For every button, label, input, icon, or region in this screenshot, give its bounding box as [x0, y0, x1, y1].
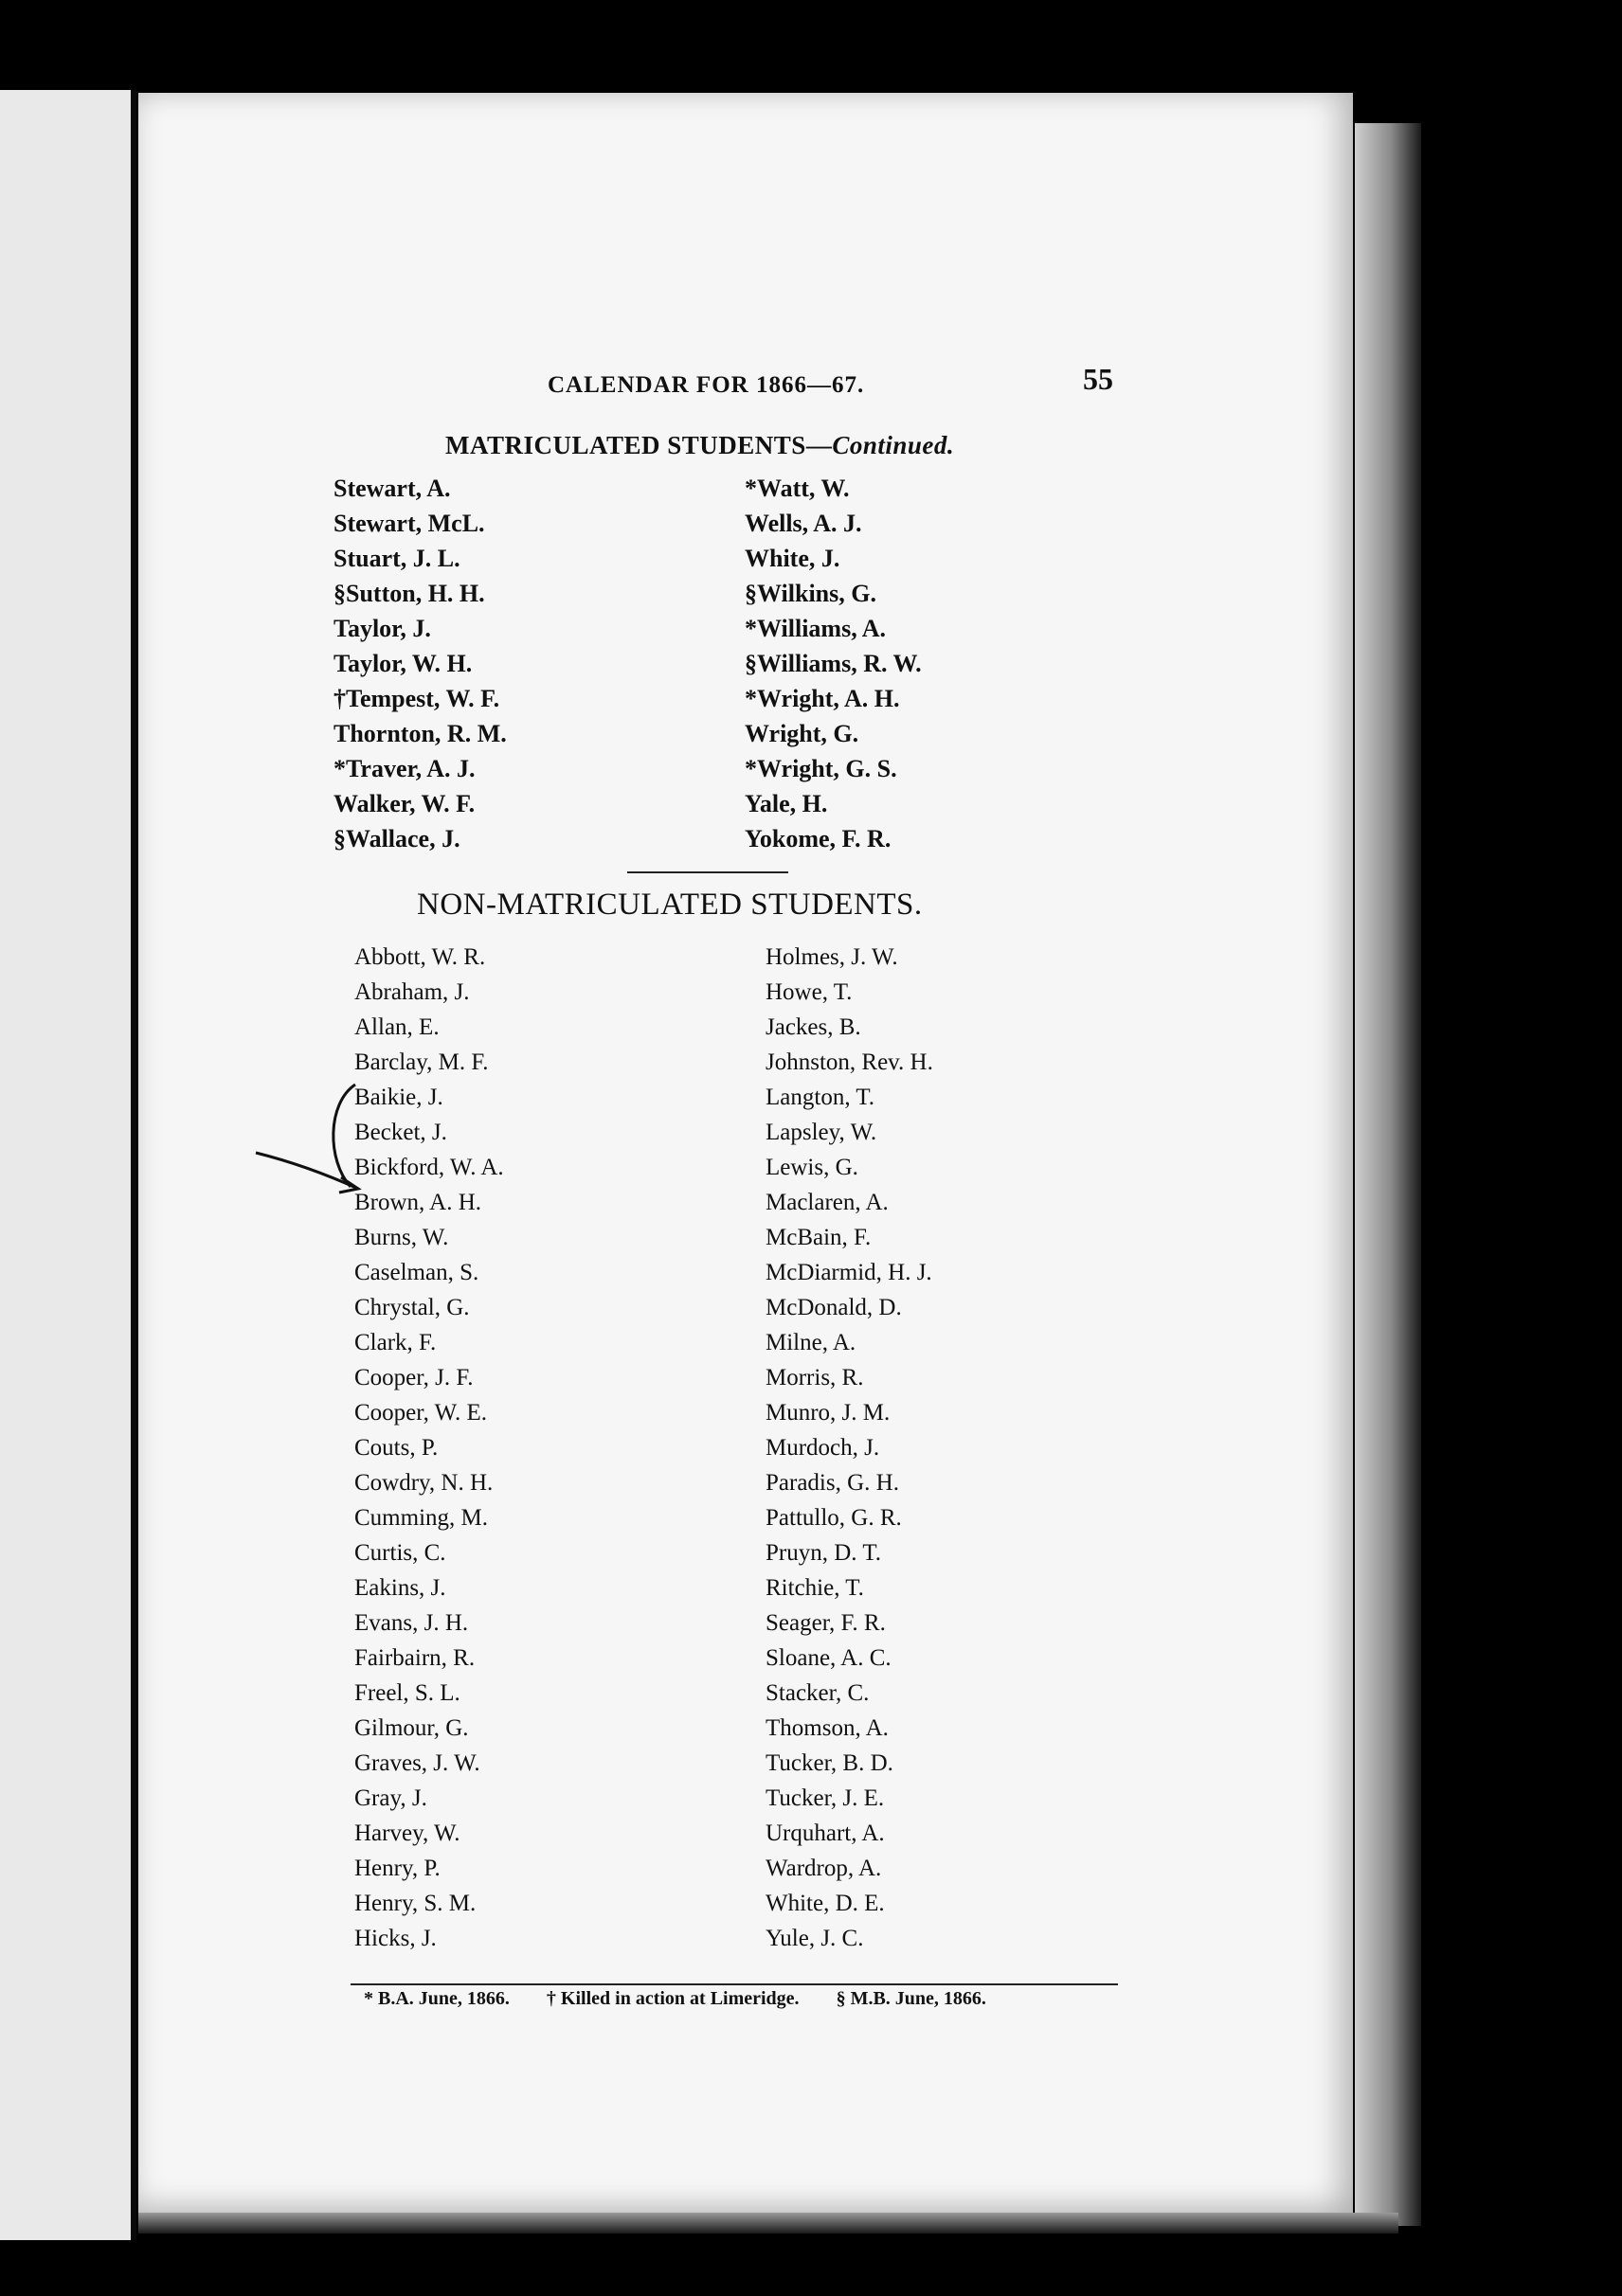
student-name: Barclay, M. F.: [354, 1049, 489, 1075]
student-name: Curtis, C.: [354, 1540, 446, 1566]
student-name: Yokome, F. R.: [745, 825, 892, 852]
non-matriculated-section-title: NON-MATRICULATED STUDENTS.: [417, 888, 923, 922]
binding-gutter: [131, 90, 136, 2240]
student-name: McDiarmid, H. J.: [766, 1260, 932, 1285]
student-name: Thomson, A.: [766, 1715, 889, 1741]
student-name: §Wallace, J.: [333, 825, 460, 852]
student-name: White, J.: [745, 545, 840, 572]
student-name: Allan, E.: [354, 1014, 440, 1040]
student-name: Taylor, W. H.: [333, 650, 473, 677]
matriculated-section-title: [445, 431, 954, 460]
student-name: Wardrop, A.: [766, 1856, 882, 1881]
student-name: Cooper, J. F.: [354, 1365, 474, 1390]
student-name: Jackes, B.: [766, 1014, 861, 1040]
student-name: Murdoch, J.: [766, 1435, 880, 1461]
student-name: §Sutton, H. H.: [333, 580, 485, 607]
student-name: Eakins, J.: [354, 1575, 446, 1601]
student-name: Pattullo, G. R.: [766, 1505, 902, 1531]
student-name: Harvey, W.: [354, 1821, 460, 1846]
student-name: Urquhart, A.: [766, 1821, 885, 1846]
student-name: Couts, P.: [354, 1435, 439, 1461]
footnotes: [364, 1988, 1122, 2010]
footnote-killed: † Killed in action at Limeridge.: [546, 1988, 800, 2009]
student-name: Henry, P.: [354, 1856, 441, 1881]
student-name: *Wright, A. H.: [745, 685, 900, 712]
footnote-rule: [351, 1983, 1118, 1985]
student-name: Graves, J. W.: [354, 1750, 480, 1776]
matriculated-title-continued: Continued.: [832, 431, 955, 459]
non-matriculated-left-column: [354, 940, 504, 1956]
student-name: Stuart, J. L.: [333, 545, 460, 572]
page-stack-edge: [1355, 123, 1421, 2226]
student-name: Burns, W.: [354, 1225, 449, 1250]
student-name: Freel, S. L.: [354, 1680, 460, 1706]
running-head: CALENDAR FOR 1866—67.: [548, 372, 865, 398]
student-name: Clark, F.: [354, 1330, 437, 1355]
matriculated-right-column: [745, 471, 922, 856]
student-name: Thornton, R. M.: [333, 720, 507, 747]
student-name: Wells, A. J.: [745, 510, 862, 537]
student-name: §Wilkins, G.: [745, 580, 876, 607]
matriculated-left-column: [333, 471, 507, 856]
student-name: Sloane, A. C.: [766, 1645, 892, 1671]
student-name: Tucker, J. E.: [766, 1785, 885, 1811]
student-name: White, D. E.: [766, 1891, 885, 1916]
handwritten-bracket-mark: [246, 1075, 369, 1208]
student-name: *Watt, W.: [745, 475, 850, 502]
student-name: *Wright, G. S.: [745, 755, 897, 782]
student-name: Paradis, G. H.: [766, 1470, 899, 1496]
student-name: Henry, S. M.: [354, 1891, 477, 1916]
student-name: Yule, J. C.: [766, 1926, 864, 1951]
non-matriculated-right-column: [766, 940, 933, 1956]
student-name: Cooper, W. E.: [354, 1400, 487, 1426]
section-divider: [627, 871, 788, 873]
matriculated-title-text: MATRICULATED STUDENTS—: [445, 431, 833, 459]
student-name: Lewis, G.: [766, 1155, 858, 1180]
student-name: Chrystal, G.: [354, 1295, 470, 1320]
student-name: Seager, F. R.: [766, 1610, 886, 1636]
student-name: Fairbairn, R.: [354, 1645, 476, 1671]
student-name: Walker, W. F.: [333, 790, 476, 817]
student-name: Baikie, J.: [354, 1085, 443, 1110]
student-name: Ritchie, T.: [766, 1575, 864, 1601]
student-name: Pruyn, D. T.: [766, 1540, 881, 1566]
student-name: Morris, R.: [766, 1365, 864, 1390]
student-name: Evans, J. H.: [354, 1610, 469, 1636]
student-name: †Tempest, W. F.: [333, 685, 500, 712]
student-name: Cowdry, N. H.: [354, 1470, 494, 1496]
student-name: McBain, F.: [766, 1225, 872, 1250]
student-name: Taylor, J.: [333, 615, 431, 642]
student-name: Hicks, J.: [354, 1926, 437, 1951]
footnote-mb: § M.B. June, 1866.: [836, 1988, 986, 2009]
student-name: Stewart, McL.: [333, 510, 485, 537]
student-name: Cumming, M.: [354, 1505, 488, 1531]
student-name: Abbott, W. R.: [354, 944, 486, 970]
student-name: Becket, J.: [354, 1120, 447, 1145]
student-name: Gray, J.: [354, 1785, 427, 1811]
student-name: *Williams, A.: [745, 615, 887, 642]
student-name: Holmes, J. W.: [766, 944, 898, 970]
page-bottom-edge: [138, 2213, 1398, 2233]
student-name: Johnston, Rev. H.: [766, 1049, 933, 1075]
student-name: Abraham, J.: [354, 979, 470, 1005]
student-name: Milne, A.: [766, 1330, 856, 1355]
student-name: Maclaren, A.: [766, 1190, 889, 1215]
student-name: Yale, H.: [745, 790, 828, 817]
student-name: Bickford, W. A.: [354, 1155, 504, 1180]
student-name: Tucker, B. D.: [766, 1750, 893, 1776]
footnote-ba: * B.A. June, 1866.: [364, 1988, 510, 2009]
student-name: Stewart, A.: [333, 475, 451, 502]
student-name: §Williams, R. W.: [745, 650, 922, 677]
adjacent-page-edge: [0, 90, 133, 2240]
student-name: Howe, T.: [766, 979, 853, 1005]
student-name: Lapsley, W.: [766, 1120, 877, 1145]
student-name: Wright, G.: [745, 720, 859, 747]
student-name: Gilmour, G.: [354, 1715, 469, 1741]
student-name: Munro, J. M.: [766, 1400, 891, 1426]
student-name: *Traver, A. J.: [333, 755, 476, 782]
student-name: Langton, T.: [766, 1085, 875, 1110]
student-name: Brown, A. H.: [354, 1190, 482, 1215]
page-number: 55: [1083, 362, 1113, 396]
student-name: Caselman, S.: [354, 1260, 479, 1285]
student-name: Stacker, C.: [766, 1680, 870, 1706]
student-name: McDonald, D.: [766, 1295, 902, 1320]
